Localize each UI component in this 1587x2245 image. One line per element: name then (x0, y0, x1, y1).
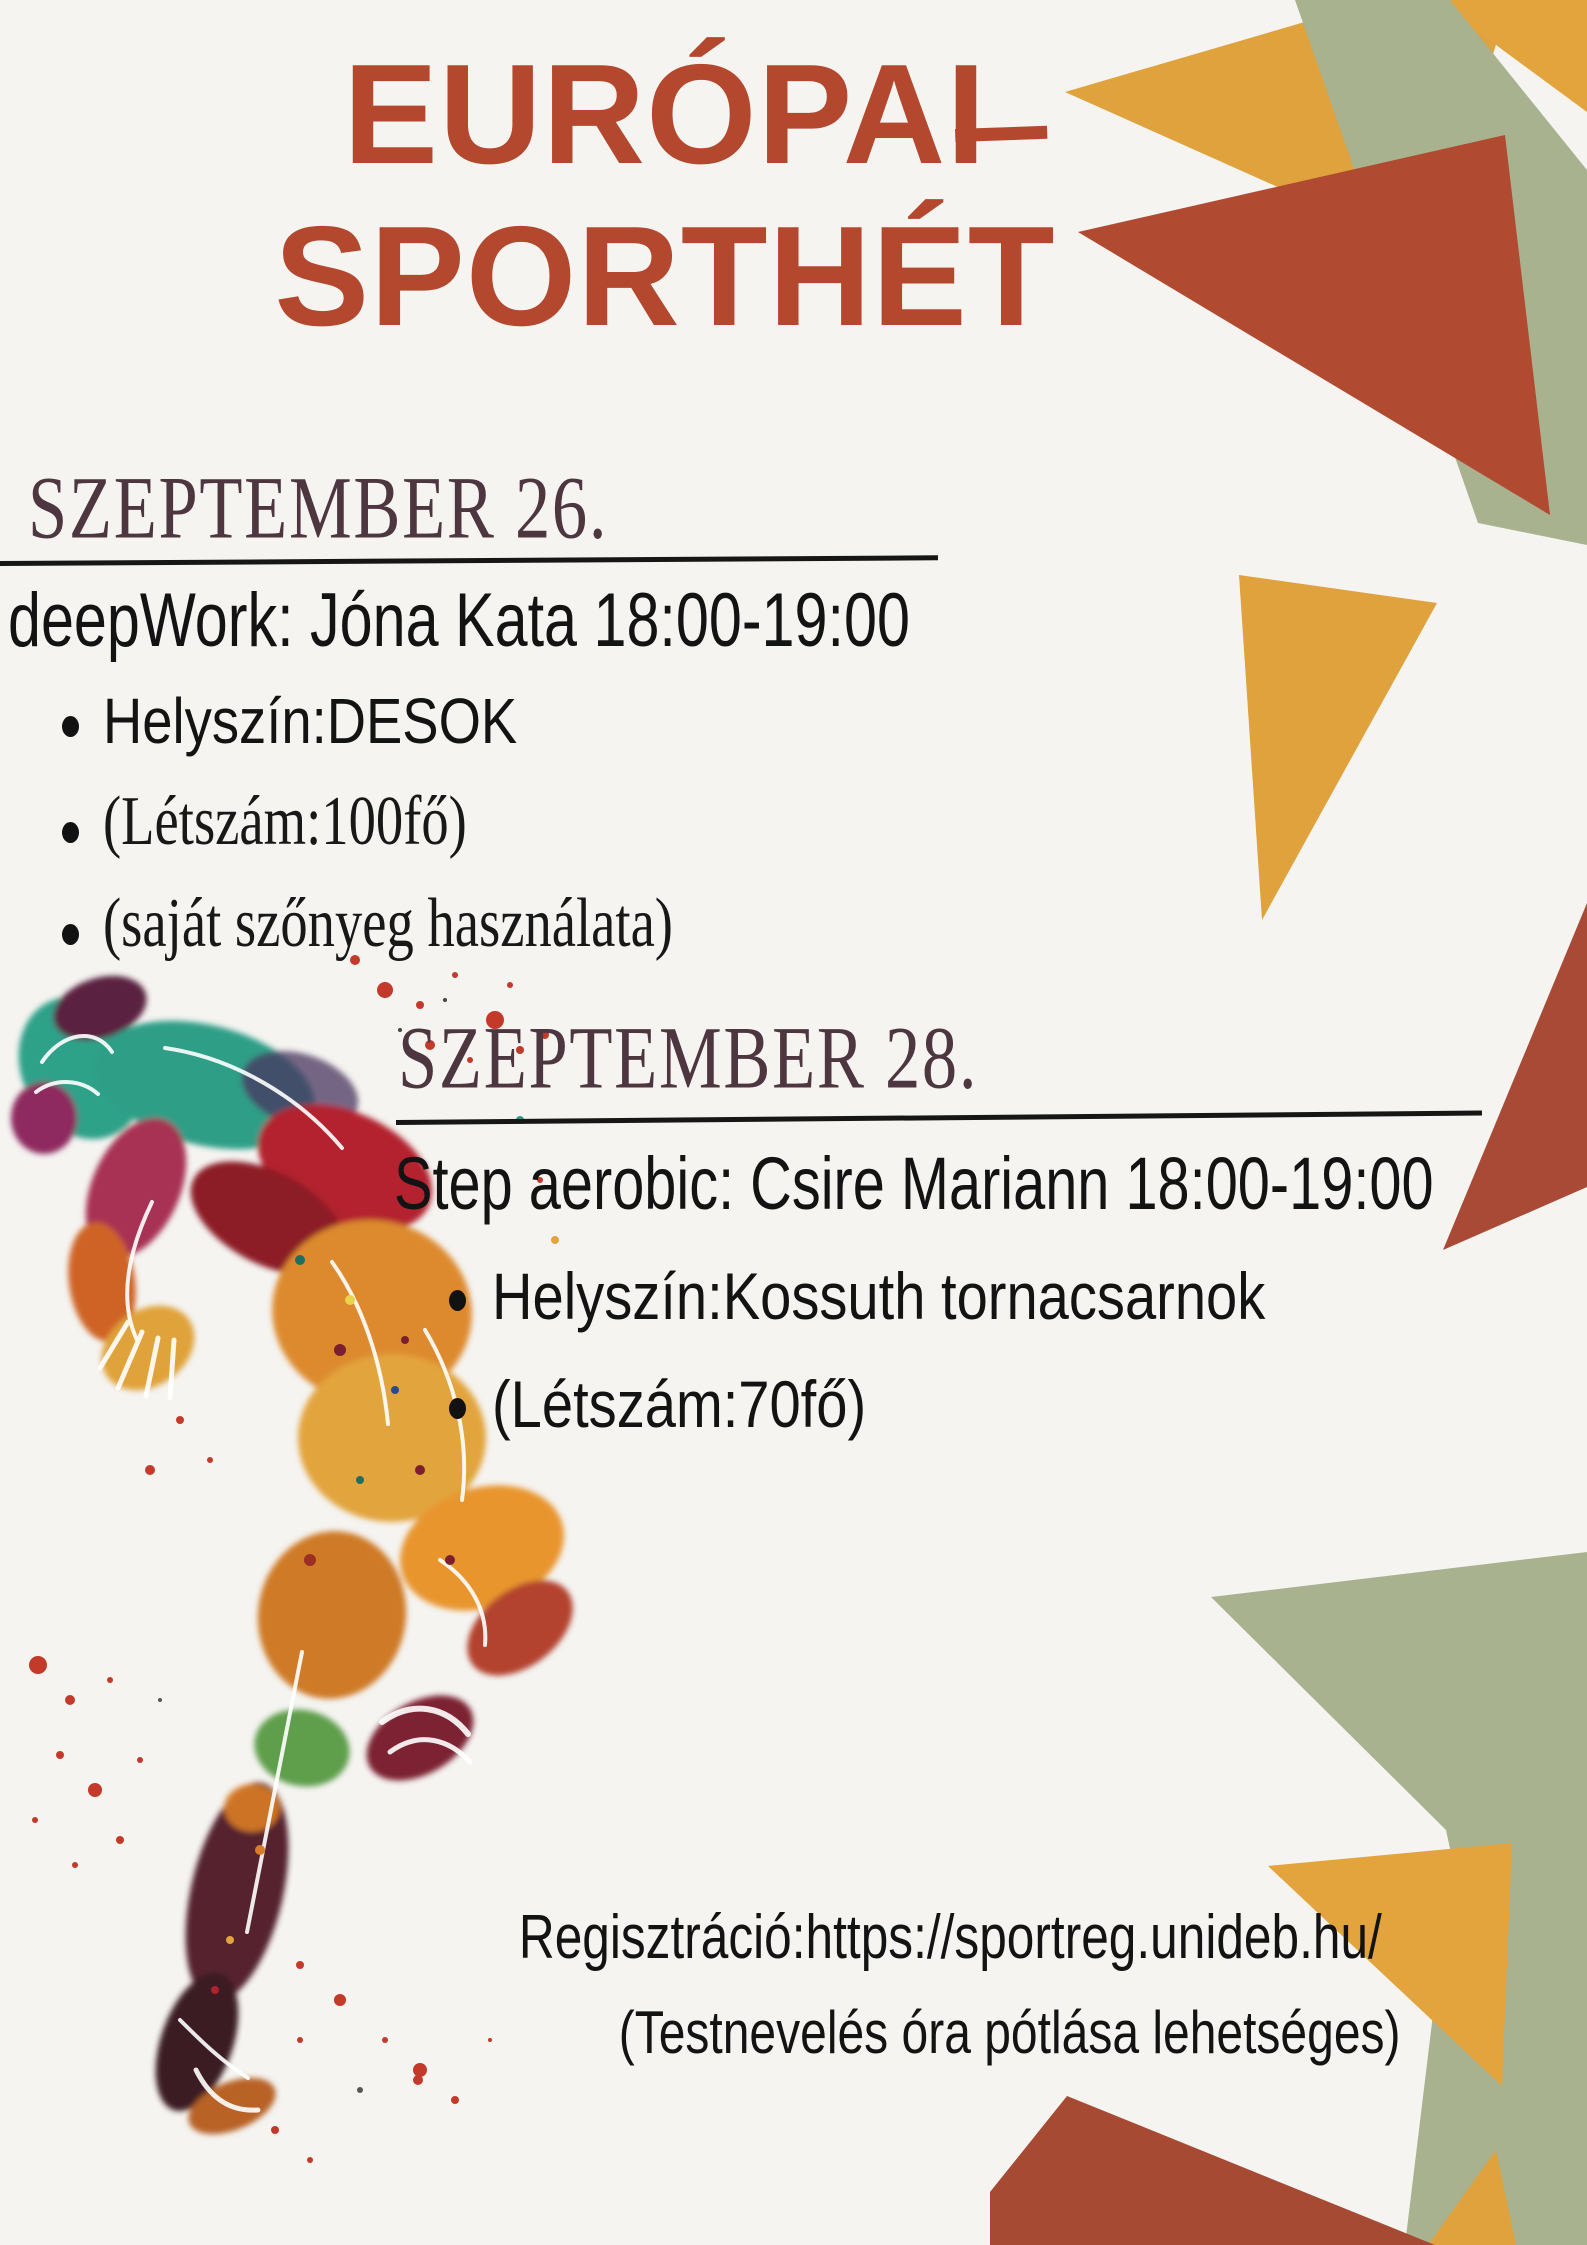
section2-bullet-venue-text: Helyszín:Kossuth tornacsarnok (492, 1259, 1266, 1333)
bullet-dot (62, 924, 79, 945)
pe-note-line (460, 1998, 1560, 2067)
registration-line (400, 1902, 1500, 1973)
section1-heading-text: SZEPTEMBER 26. (28, 459, 609, 558)
registration-url-text: Regisztráció:https://sportreg.unideb.hu/ (518, 1903, 1382, 1972)
poster-title-line2: SPORTHÉT (274, 196, 1056, 356)
bullet-dot (62, 716, 79, 737)
starburst-bottom-right (990, 1552, 1587, 2245)
section1-event (8, 577, 1164, 664)
section2-bullet-capacity-text: (Létszám:70fő) (492, 1367, 867, 1441)
section2-bullet-venue (492, 1258, 1402, 1334)
section2-event-text: Step aerobic: Csire Mariann 18:00-19:00 (394, 1142, 1434, 1225)
section1-bullet-venue (103, 684, 590, 758)
section2-event (394, 1141, 1587, 1226)
mustard-spike (1239, 575, 1437, 920)
bullet-dot (449, 1398, 466, 1419)
section1-bullet-venue-text: Helyszín:DESOK (103, 685, 518, 757)
section1-bullet-capacity (103, 782, 569, 862)
pe-note-text: (Testnevelés óra pótlása lehetséges) (619, 1999, 1401, 2066)
section1-event-text: deepWork: Jóna Kata 18:00-19:00 (8, 578, 910, 663)
section2-heading-text: SZEPTEMBER 28. (398, 1009, 979, 1108)
section1-bullet-note-text: (saját szőnyeg használata) (103, 885, 673, 962)
poster-title-line1: EURÓPAI (343, 35, 987, 194)
section1-heading (28, 460, 719, 557)
bullet-dot (62, 822, 79, 843)
section1-bullet-capacity-text: (Létszám:100fő) (103, 783, 467, 860)
section1-bullet-note (103, 884, 834, 964)
section2-heading (398, 1010, 1089, 1107)
bullet-dot (449, 1290, 466, 1311)
poster-title (0, 34, 1330, 358)
section2-bullet-capacity (492, 1366, 932, 1442)
brick-triangle-bottom (990, 2096, 1435, 2245)
